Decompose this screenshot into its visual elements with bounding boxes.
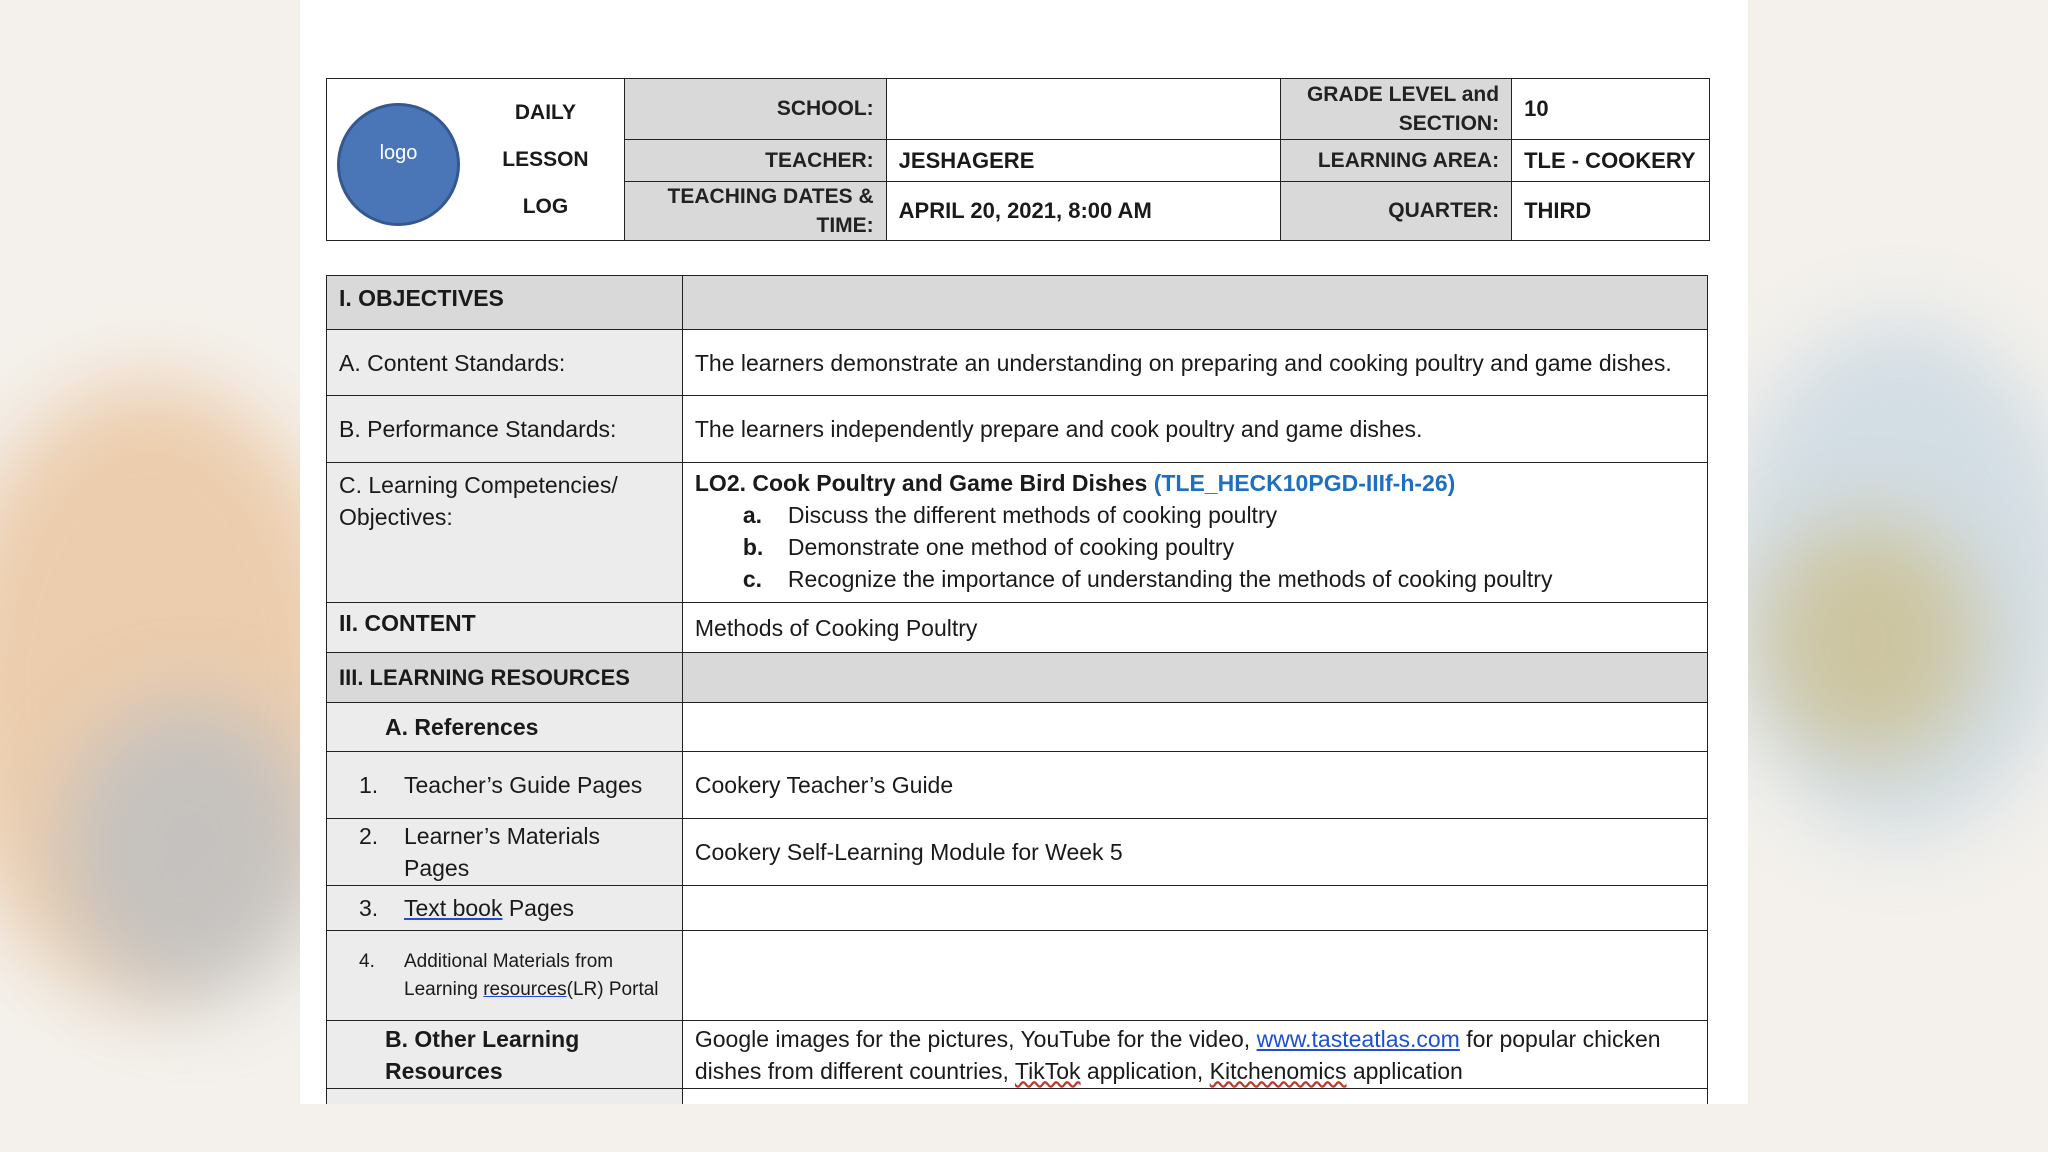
dates-label: TEACHING DATES & TIME: <box>624 182 886 241</box>
grade-label: GRADE LEVEL and SECTION: <box>1281 79 1512 140</box>
school-logo <box>337 103 460 226</box>
teacher-value: JESHAGERE <box>886 140 1281 182</box>
quarter-value: THIRD <box>1512 182 1710 241</box>
resources-heading-blank <box>682 653 1707 703</box>
area-value: TLE - COOKERY <box>1512 140 1710 182</box>
content-text: Methods of Cooking Poultry <box>682 603 1707 653</box>
competencies-cell <box>682 463 1707 603</box>
content-heading: II. CONTENT <box>327 603 683 653</box>
performance-standards-text: The learners independently prepare and cook poultry and game dishes. <box>682 396 1707 463</box>
logo-text: logo <box>379 142 418 164</box>
lo-code: (TLE_HECK10PGD-IIIf-h-26) <box>1153 470 1456 496</box>
objective-item: a. Discuss the different methods of cooking poultry <box>742 502 1278 528</box>
other-resources-label: B. Other Learning Resources <box>327 1021 683 1089</box>
other-resources-text: Google images for the pictures, YouTube for the video, www.tasteatlas.com for popular chicken dishes from different countries, TikTok application, Kitchenomics application <box>682 1021 1707 1089</box>
bottom-background-strip <box>0 1104 2048 1152</box>
competencies-label: C. Learning Competencies/ Objectives: <box>327 463 683 603</box>
school-value <box>886 79 1281 140</box>
objective-item: c. Recognize the importance of understanding the methods of cooking poultry <box>742 566 1553 592</box>
area-label: LEARNING AREA: <box>1281 140 1512 182</box>
quarter-label: QUARTER: <box>1281 182 1512 241</box>
learners-materials-label: 2. Learner’s Materials Pages <box>327 819 683 886</box>
tasteatlas-link[interactable]: www.tasteatlas.com <box>1256 1025 1460 1052</box>
performance-standards-label: B. Performance Standards: <box>327 396 683 463</box>
additional-materials-label: 4. Additional Materials from Learning resources(LR) Portal <box>327 931 683 1021</box>
objective-item: b. Demonstrate one method of cooking poultry <box>742 534 1235 560</box>
school-label: SCHOOL: <box>624 79 886 140</box>
dates-value: APRIL 20, 2021, 8:00 AM <box>886 182 1281 241</box>
references-label: A. References <box>327 703 683 752</box>
lesson-table <box>326 275 1708 1109</box>
objectives-heading-blank <box>682 276 1707 330</box>
teachers-guide-value: Cookery Teacher’s Guide <box>682 752 1707 819</box>
textbook-label: 3. Text book Pages <box>327 886 683 931</box>
header-table <box>326 78 1710 241</box>
lesson-log-title: DAILY LESSON LOG <box>327 79 625 241</box>
additional-materials-value <box>682 931 1707 1021</box>
textbook-value <box>682 886 1707 931</box>
teacher-label: TEACHER: <box>624 140 886 182</box>
grade-value: 10 <box>1512 79 1710 140</box>
references-blank <box>682 703 1707 752</box>
content-standards-text: The learners demonstrate an understanding on preparing and cooking poultry and game dishes. <box>682 330 1707 396</box>
resources-heading: III. LEARNING RESOURCES <box>327 653 683 703</box>
lo-title: LO2. Cook Poultry and Game Bird Dishes <box>694 470 1154 496</box>
teachers-guide-label: 1. Teacher’s Guide Pages <box>327 752 683 819</box>
objectives-heading: I. OBJECTIVES <box>327 276 683 330</box>
content-standards-label: A. Content Standards: <box>327 330 683 396</box>
lo-heading <box>695 467 1695 499</box>
learners-materials-value: Cookery Self-Learning Module for Week 5 <box>682 819 1707 886</box>
